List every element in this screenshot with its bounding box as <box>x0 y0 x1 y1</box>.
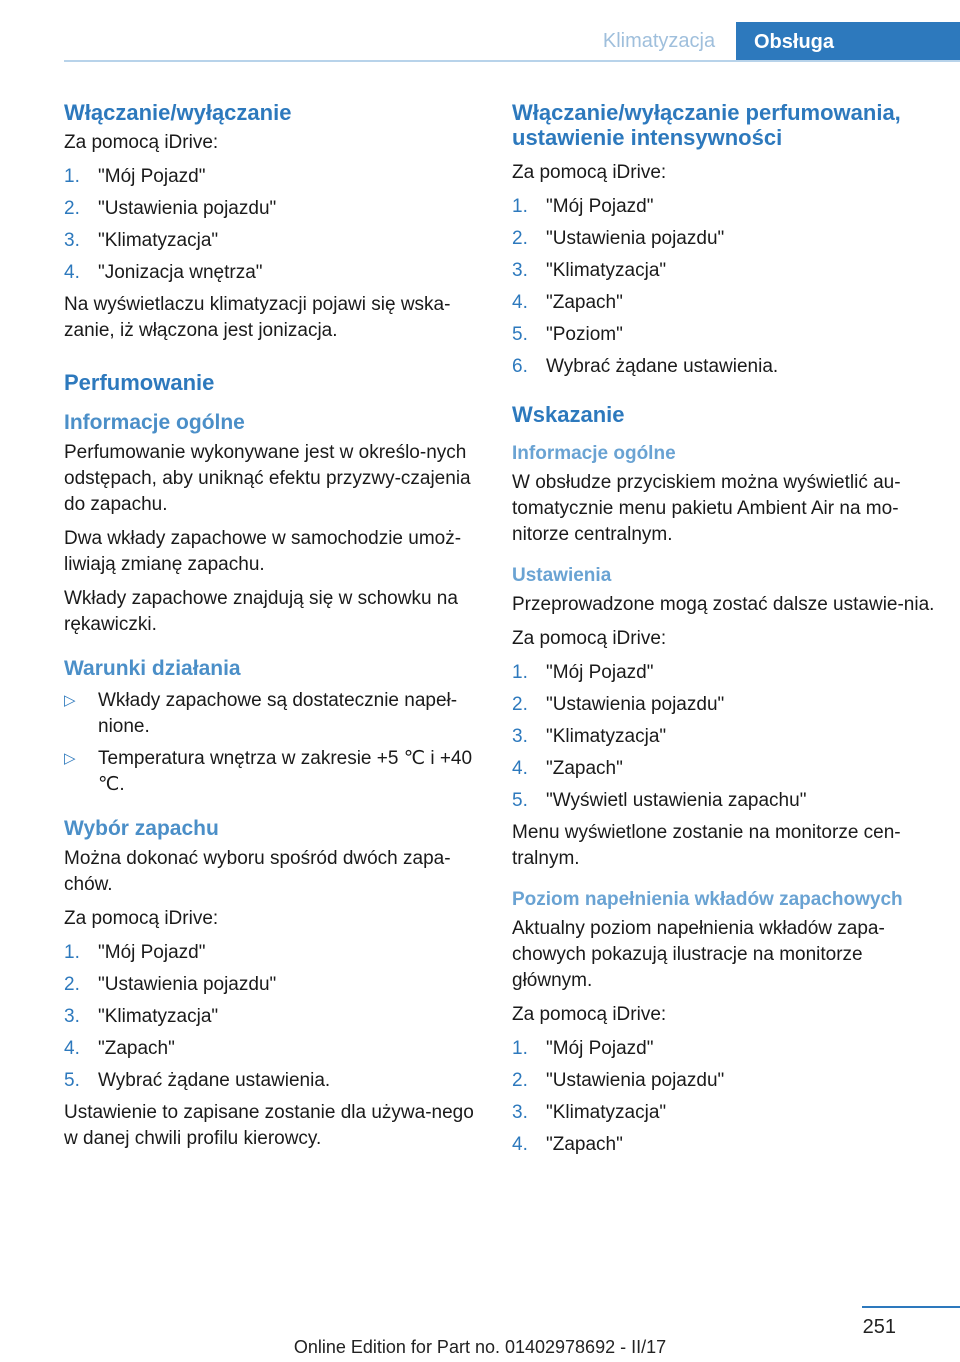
paragraph-choice: Można dokonać wyboru spośród dwóch zapa-chów. <box>64 848 451 895</box>
left-column <box>64 100 482 1160</box>
list-item: ▷ Wkłady zapachowe są dostatecznie napeł-nione. <box>64 688 482 740</box>
list-item: 4. "Zapach" <box>512 292 623 313</box>
conditions-list <box>64 688 482 798</box>
list-item: 3. "Klimatyzacja" <box>512 1102 667 1123</box>
paragraph-settings: Przeprowadzone mogą zostać dalsze ustawie-nia. <box>512 594 935 615</box>
list-item: 1. "Mój Pojazd" <box>512 196 654 217</box>
list-item: 3. "Klimatyzacja" <box>512 260 667 281</box>
steps-list-fill-level <box>512 1036 942 1158</box>
paragraph-info-3: Wkłady zapachowe znajdują się w schowku na rękawiczki. <box>64 588 458 635</box>
list-item: 2. "Ustawienia pojazdu" <box>512 228 725 249</box>
paragraph-fill-level: Aktualny poziom napełnienia wkładów zapa-chowych pokazują ilustracje na monitorze głównym. <box>512 918 885 991</box>
edition-note: Online Edition for Part no. 01402978692 - II/17 <box>293 1337 667 1357</box>
heading-scent-choice: Wybór zapachu <box>64 817 219 840</box>
header-section: Klimatyzacja <box>602 29 716 52</box>
list-item: 3. "Klimatyzacja" <box>512 726 667 747</box>
list-item: ▷ Temperatura wnętrza w zakresie +5 ℃ i +40 ℃. <box>64 746 482 798</box>
list-item: 6. Wybrać żądane ustawienia. <box>512 356 779 377</box>
list-item: 5. "Poziom" <box>512 324 623 345</box>
heading-fill-level: Poziom napełnienia wkładów zapachowych <box>512 889 903 910</box>
list-item: 5. Wybrać żądane ustawienia. <box>64 1070 331 1091</box>
heading-display: Wskazanie <box>512 402 625 427</box>
list-item: 4. "Zapach" <box>512 758 623 779</box>
list-item: 1. "Mój Pojazd" <box>64 942 206 963</box>
triangle-right-icon: ▷ <box>64 692 76 709</box>
steps-list-show-settings <box>512 660 942 814</box>
right-column <box>512 100 942 1164</box>
list-item: 4. "Jonizacja wnętrza" <box>64 262 263 283</box>
paragraph-display-info: W obsłudze przyciskiem można wyświetlić au-tomatycznie menu pakietu Ambient Air na mo-nitorze centralnym. <box>512 472 901 545</box>
footer-rule <box>862 1306 960 1308</box>
header-rule <box>64 60 960 62</box>
triangle-right-icon: ▷ <box>64 750 76 767</box>
heading-on-off: Włączanie/wyłączanie <box>64 100 292 125</box>
paragraph-ionization: Na wyświetlaczu klimatyzacji pojawi się wska-zanie, iż włączona jest jonizacja. <box>64 294 451 341</box>
paragraph-info-1: Perfumowanie wykonywane jest w określo-nych odstępach, aby uniknąć efektu przyzwy-czajenia do zapachu. <box>64 442 471 515</box>
list-item: 5. "Wyświetl ustawienia zapachu" <box>512 790 807 811</box>
header-chapter: Obsługa <box>736 22 960 62</box>
heading-settings: Ustawienia <box>512 565 612 586</box>
paragraph-saved: Ustawienie to zapisane zostanie dla używa-nego w danej chwili profilu kierowcy. <box>64 1102 474 1149</box>
list-item: 2. "Ustawienia pojazdu" <box>512 694 725 715</box>
heading-perfume-on-off: Włączanie/wyłączanie perfumowania, ustawienie intensywności <box>512 100 901 150</box>
heading-general-info: Informacje ogólne <box>512 443 676 464</box>
paragraph-menu: Menu wyświetlone zostanie na monitorze cen-tralnym. <box>512 822 901 869</box>
list-item: 1. "Mój Pojazd" <box>512 662 654 683</box>
paragraph-info-2: Dwa wkłady zapachowe w samochodzie umoż-liwiają zmianę zapachu. <box>64 528 462 575</box>
list-item: 2. "Ustawienia pojazdu" <box>512 1070 725 1091</box>
list-item: 4. "Zapach" <box>512 1134 623 1155</box>
list-item: 2. "Ustawienia pojazdu" <box>64 198 277 219</box>
heading-conditions: Warunki działania <box>64 657 241 680</box>
idrive-intro: Za pomocą iDrive: <box>64 132 219 153</box>
steps-list-intensity <box>512 194 942 380</box>
heading-general-info: Informacje ogólne <box>64 411 245 434</box>
list-item: 1. "Mój Pojazd" <box>512 1038 654 1059</box>
steps-list-scent <box>64 940 482 1094</box>
list-item: 1. "Mój Pojazd" <box>64 166 206 187</box>
list-item: 3. "Klimatyzacja" <box>64 230 219 251</box>
page-number: 251 <box>862 1316 896 1338</box>
idrive-intro: Za pomocą iDrive: <box>512 1004 667 1025</box>
list-item: 2. "Ustawienia pojazdu" <box>64 974 277 995</box>
steps-list-ionization <box>64 164 482 286</box>
heading-perfuming: Perfumowanie <box>64 370 215 395</box>
idrive-intro: Za pomocą iDrive: <box>512 628 667 649</box>
idrive-intro: Za pomocą iDrive: <box>512 162 667 183</box>
list-item: 3. "Klimatyzacja" <box>64 1006 219 1027</box>
list-item: 4. "Zapach" <box>64 1038 175 1059</box>
idrive-intro: Za pomocą iDrive: <box>64 908 219 929</box>
